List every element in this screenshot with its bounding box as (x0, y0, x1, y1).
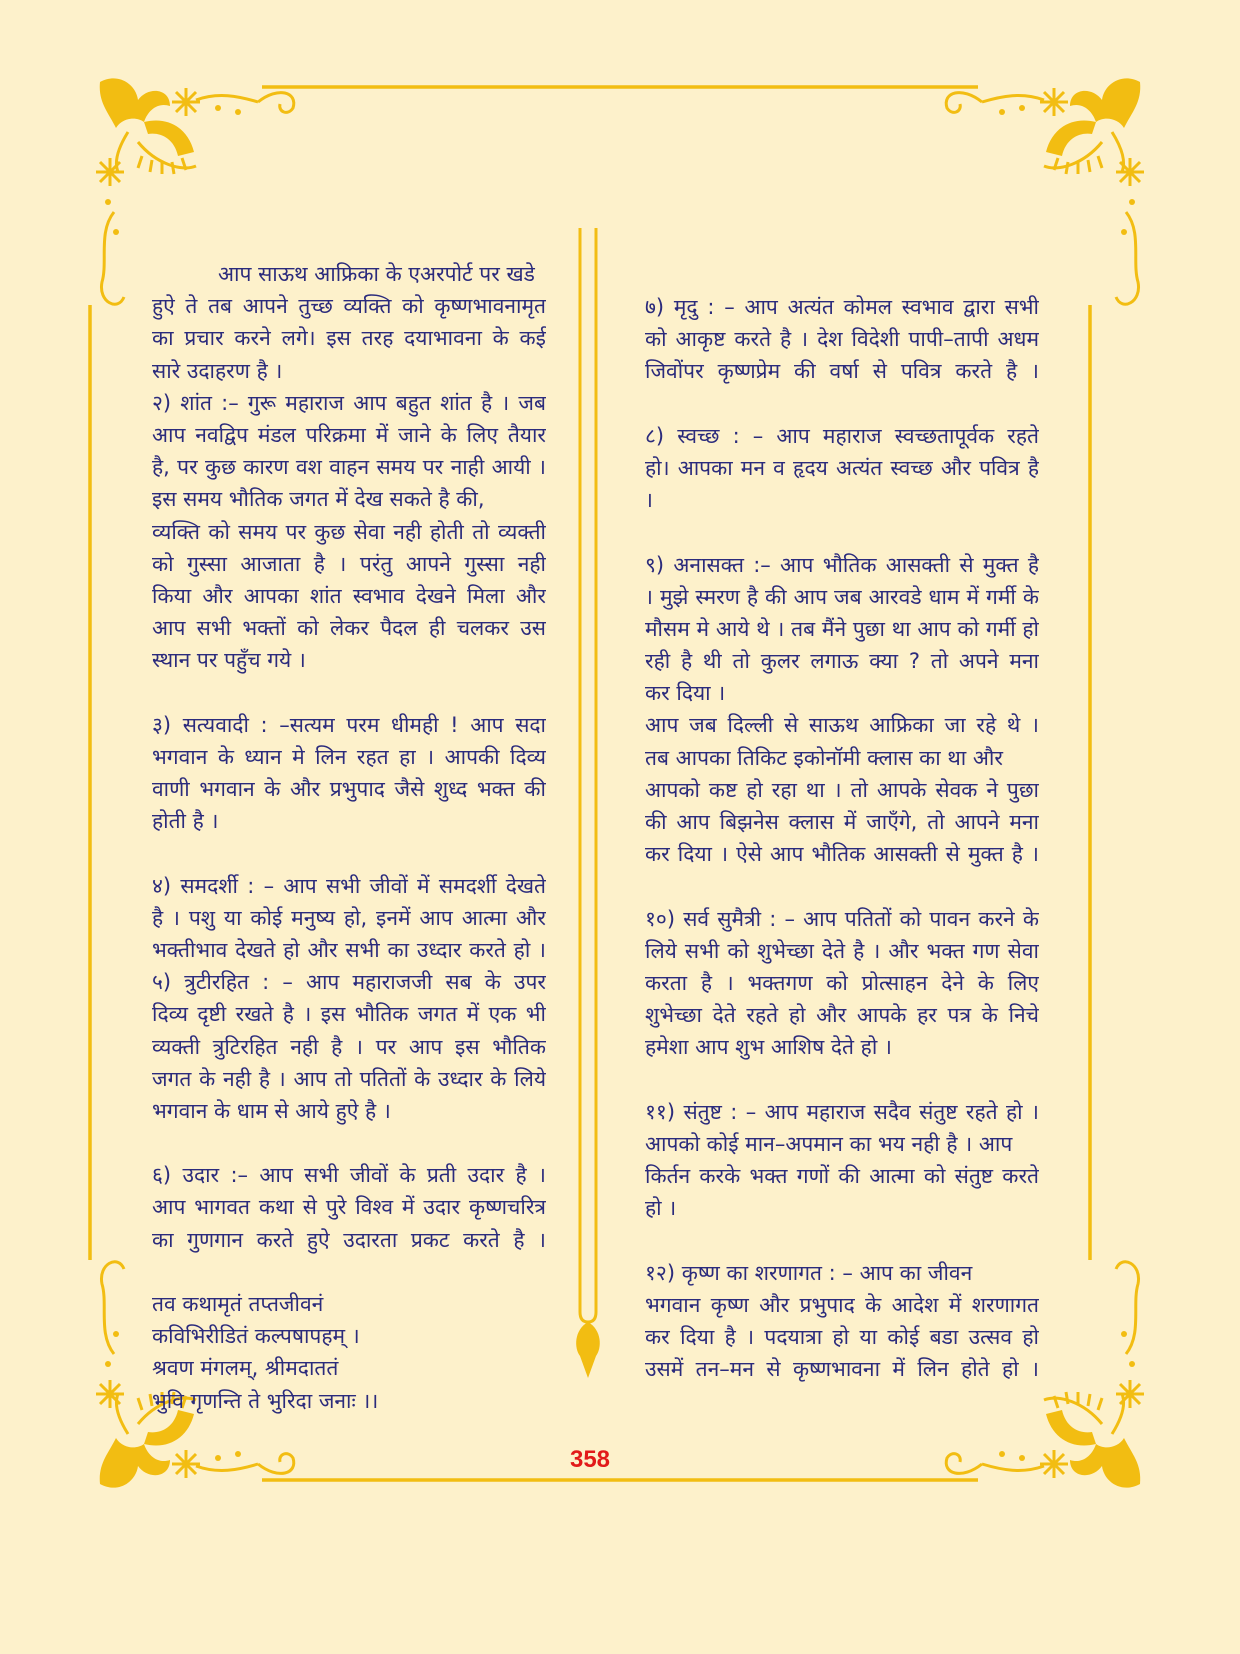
text-line: भगवान के ध्यान मे लिन रहत हा । आपकी दिव्य (152, 744, 546, 769)
text-line: भुवि गृणन्ति ते भुरिदा जनाः ।। (152, 1388, 379, 1413)
text-line: कर दिया । (645, 681, 726, 706)
text-line: ३) सत्यवादी : –सत्यम परम धीमही ! आप सदा (152, 712, 546, 737)
text-line: कविभिरीडितं कल्पषापहम् । (152, 1324, 360, 1349)
text-line: इस समय भौतिक जगत में देख सकते है की, (152, 487, 485, 512)
text-line: आप सभी भक्तों को लेकर पैदल ही चलकर उस (152, 616, 546, 641)
text-line: दिव्य दृष्टी रखते है । इस भौतिक जगत में एक भी (152, 1002, 546, 1027)
text-line: हो। आपका मन व हृदय अत्यंत स्वच्छ और पवित्र है (645, 455, 1039, 480)
text-line: आप जब दिल्ली से साऊथ आफ्रिका जा रहे थे । (645, 713, 1039, 738)
blank-line (645, 388, 1039, 420)
text-line: आप भागवत कथा से पुरे विश्व में उदार कृष्णचरित्र (152, 1195, 546, 1220)
text-line: किर्तन करके भक्त गणों की आत्मा को संतुष्ट करते (645, 1164, 1039, 1189)
text-line: व्यक्ती त्रुटिरहित नही है । पर आप इस भौतिक (152, 1034, 546, 1059)
blank-line (645, 1224, 1039, 1256)
blank-line (152, 837, 546, 869)
blank-line (645, 1064, 1039, 1096)
text-line: ९) अनासक्त :– आप भौतिक आसक्ती से मुक्त है (645, 552, 1039, 577)
text-line: की आप बिझनेस क्लास में जाएँगे, तो आपने मना (645, 810, 1039, 834)
text-line: तव कथामृतं तप्तजीवनं (152, 1292, 324, 1316)
text-line: का प्रचार करने लगे। इस तरह दयाभावना के कई (152, 326, 546, 351)
text-line: श्रवण मंगलम्, श्रीमदाततं (152, 1356, 339, 1381)
text-line: व्यक्ति को समय पर कुछ सेवा नही होती तो व्यक्ती (152, 519, 546, 544)
text-line: ४) समदर्शी : – आप सभी जीवों में समदर्शी देखते (152, 873, 546, 898)
text-line: हो । (645, 1196, 677, 1221)
text-line: कर दिया । ऐसे आप भौतिक आसक्ती से मुक्त है । (645, 842, 1039, 867)
text-line: मौसम मे आये थे । तब मैंने पुछा था आप को गर्मी हो (645, 616, 1039, 641)
text-line: जगत के नही है । आप तो पतितों के उध्दार के लिये (152, 1066, 546, 1091)
text-line: जिवोंपर कृष्णप्रेम की वर्षा से पवित्र करते है । (645, 359, 1039, 384)
text-line: का गुणगान करते हुऐ उदारता प्रकट करते है । (152, 1227, 546, 1252)
text-line: करता है । भक्तगण को प्रोत्साहन देने के लिए (645, 970, 1039, 995)
text-line: भगवान कृष्ण और प्रभुपाद के आदेश में शरणागत (645, 1292, 1039, 1317)
text-line: भगवान के धाम से आये हुऐ है । (152, 1098, 391, 1123)
text-line: ५) त्रुटीरहित : – आप महाराजजी सब के उपर (152, 970, 546, 995)
text-line: आपको कोई मान–अपमान का भय नही है । आप (645, 1131, 1013, 1156)
text-line: भक्तीभाव देखते हो और सभी का उध्दार करते हो । (152, 937, 546, 962)
text-line: हमेशा आप शुभ आशिष देते हो । (645, 1035, 892, 1060)
text-line: है । पशु या कोई मनुष्य हो, इनमें आप आत्मा और (152, 905, 546, 930)
text-line: रही है थी तो कुलर लगाऊ क्या ? तो अपने मना (645, 649, 1039, 674)
text-line: ६) उदार :– आप सभी जीवों के प्रती उदार है । (152, 1163, 546, 1188)
text-line: ७) मृदु : – आप अत्यंत कोमल स्वभाव द्वारा सभी (645, 295, 1039, 319)
text-line: उसमें तन–मन से कृष्णभावना में लिन होते हो । (645, 1357, 1039, 1382)
text-line: । मुझे स्मरण है की आप जब आरवडे धाम में गर्मी के (645, 584, 1039, 609)
text-line: शुभेच्छा देते रहते हो और आपके हर पत्र के निचे (645, 1003, 1039, 1028)
text-line: हुऐ ते तब आपने तुच्छ व्यक्ति को कृष्णभावनामृत (152, 294, 546, 319)
blank-line (645, 870, 1039, 902)
blank-line (645, 516, 1039, 548)
text-line: ८) स्वच्छ : – आप महाराज स्वच्छतापूर्वक रहते (645, 423, 1039, 448)
text-line: सारे उदाहरण है । (152, 358, 283, 383)
blank-line (152, 676, 546, 708)
corner-ornament-top-right (946, 78, 1144, 304)
divider-drop-ornament (576, 1322, 600, 1378)
text-line: स्थान पर पहुँच गये । (152, 648, 306, 673)
text-line: आप साऊथ आफ्रिका के एअरपोर्ट पर खडे (218, 262, 535, 286)
page-number: 358 (569, 1446, 611, 1473)
right-column (645, 291, 1039, 1385)
text-line: तब आपका तिकिट इकोनॉमी क्लास का था और (645, 745, 1003, 770)
text-line: को आकृष्ट करते है । देश विदेशी पापी–तापी अधम (645, 327, 1039, 352)
blank-line (152, 1127, 546, 1159)
text-line: किया और आपका शांत स्वभाव देखने मिला और (152, 583, 546, 608)
text-line: आपको कष्ट हो रहा था । तो आपके सेवक ने पुछा (645, 777, 1039, 802)
text-line: आप नवद्विप मंडल परिक्रमा में जाने के लिए तैयार (152, 422, 546, 447)
text-line: वाणी भगवान के और प्रभुपाद जैसे शुध्द भक्त की (152, 777, 546, 801)
text-line: को गुस्सा आजाता है । परंतु आपने गुस्सा नही (152, 551, 546, 576)
column-divider (580, 228, 596, 1322)
text-line: लिये सभी को शुभेच्छा देते है । और भक्त गण सेवा (645, 938, 1039, 963)
text-line: २) शांत :– गुरू महाराज आप बहुत शांत है । जब (152, 390, 546, 415)
text-line: कर दिया है । पदयात्रा हो या कोई बडा उत्सव हो (645, 1325, 1039, 1349)
text-line: १२) कृष्ण का शरणागत : – आप का जीवन (645, 1260, 973, 1285)
text-line: ११) संतुष्ट : – आप महाराज सदैव संतुष्ट रहते हो । (645, 1099, 1039, 1124)
left-column (152, 258, 546, 1417)
text-line: १०) सर्व सुमैत्री : – आप पतितों को पावन करने के (645, 906, 1039, 931)
text-line: । (645, 488, 653, 513)
blank-line (152, 1256, 546, 1288)
text-line: है, पर कुछ कारण वश वाहन समय पर नाही आयी । (152, 455, 546, 480)
text-line: होती है । (152, 809, 219, 834)
